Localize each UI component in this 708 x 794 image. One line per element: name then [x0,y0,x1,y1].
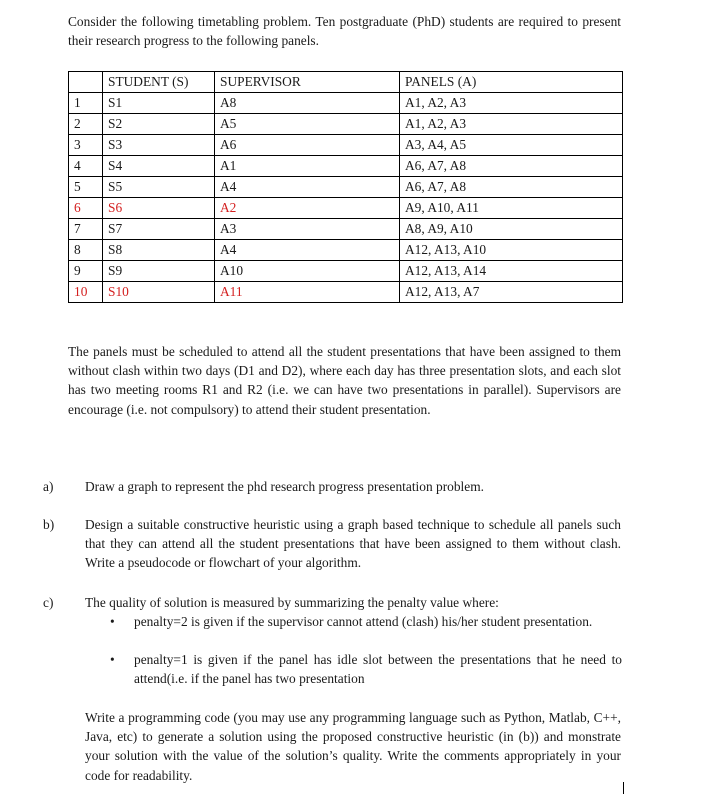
bullet-dot-icon: • [110,614,115,629]
question-a-text: Draw a graph to represent the phd research progress presentation problem. [85,479,484,494]
intro-paragraph: Consider the following timetabling problem. Ten postgraduate (PhD) students are required to present their research progress to the following panels. [68,14,621,49]
row-panels: A6, A7, A8 [400,156,623,177]
row-panels: A3, A4, A5 [400,135,623,156]
header-panels: PANELS (A) [400,72,623,93]
row-panels: A12, A13, A10 [400,240,623,261]
table-row [69,177,623,198]
table-row [69,219,623,240]
penalty-bullet-2 [110,650,622,688]
row-student: S10 [103,282,215,303]
row-student: S6 [103,198,215,219]
row-student: S8 [103,240,215,261]
table-row [69,114,623,135]
row-supervisor: A6 [215,135,400,156]
row-number: 6 [69,198,103,219]
row-number: 3 [69,135,103,156]
row-panels: A1, A2, A3 [400,114,623,135]
header-number [69,72,103,93]
timetable-table [68,71,623,303]
row-panels: A12, A13, A14 [400,261,623,282]
row-panels: A1, A2, A3 [400,93,623,114]
row-supervisor: A8 [215,93,400,114]
row-supervisor: A4 [215,177,400,198]
bullet-text: penalty=1 is given if the panel has idle slot between the presentations that he need to attend(i.e. if the panel has two presentation [134,652,622,687]
question-a-label: a) [43,479,54,494]
row-number: 9 [69,261,103,282]
row-student: S9 [103,261,215,282]
row-student: S7 [103,219,215,240]
panels-paragraph: The panels must be scheduled to attend all the student presentations that have been assigned to them without clash within two days (D1 and D2), where each day has three presentation slots, and each slot has two meeting rooms R1 and R2 (i.e. we can have two presentations in parallel). Supervisors are encourage (i.e. not compulsory) to attend their student presentation. [68,344,621,417]
row-student: S2 [103,114,215,135]
question-c-label: c) [43,595,54,610]
row-supervisor: A11 [215,282,400,303]
header-student: STUDENT (S) [103,72,215,93]
row-number: 4 [69,156,103,177]
question-b-label: b) [43,517,55,532]
row-panels: A8, A9, A10 [400,219,623,240]
row-supervisor: A1 [215,156,400,177]
row-supervisor: A2 [215,198,400,219]
row-panels: A12, A13, A7 [400,282,623,303]
table-row [69,135,623,156]
code-paragraph: Write a programming code (you may use any programming language such as Python, Matlab, C++, Java, etc) to generate a solution using the proposed constructive heuristic (in (b)) and monstrate your solution with the value of the solution’s quality. Write the comments appropriately in your code for readability. [85,710,621,783]
row-number: 10 [69,282,103,303]
row-panels: A9, A10, A11 [400,198,623,219]
table-row-highlighted [69,282,623,303]
bullet-text: penalty=2 is given if the supervisor cannot attend (clash) his/her student presentation. [134,614,593,629]
table-row [69,93,623,114]
bullet-dot-icon: • [110,652,115,667]
row-number: 7 [69,219,103,240]
table-header-row [69,72,623,93]
row-supervisor: A4 [215,240,400,261]
text-cursor [623,782,624,794]
row-student: S5 [103,177,215,198]
question-b-text: Design a suitable constructive heuristic using a graph based technique to schedule all panels such that they can attend all the student presentations that have been assigned to them without clash. Write a pseudocode or flowchart of your algorithm. [85,517,621,571]
table-row [69,156,623,177]
row-number: 5 [69,177,103,198]
row-number: 1 [69,93,103,114]
table-row-highlighted [69,198,623,219]
row-supervisor: A3 [215,219,400,240]
table-row [69,240,623,261]
row-panels: A6, A7, A8 [400,177,623,198]
row-number: 2 [69,114,103,135]
header-supervisor: SUPERVISOR [215,72,400,93]
question-c-text: The quality of solution is measured by summarizing the penalty value where: [85,595,499,610]
row-student: S4 [103,156,215,177]
row-student: S3 [103,135,215,156]
row-number: 8 [69,240,103,261]
row-student: S1 [103,93,215,114]
penalty-bullet-1 [110,612,622,631]
row-supervisor: A5 [215,114,400,135]
row-supervisor: A10 [215,261,400,282]
table-row [69,261,623,282]
